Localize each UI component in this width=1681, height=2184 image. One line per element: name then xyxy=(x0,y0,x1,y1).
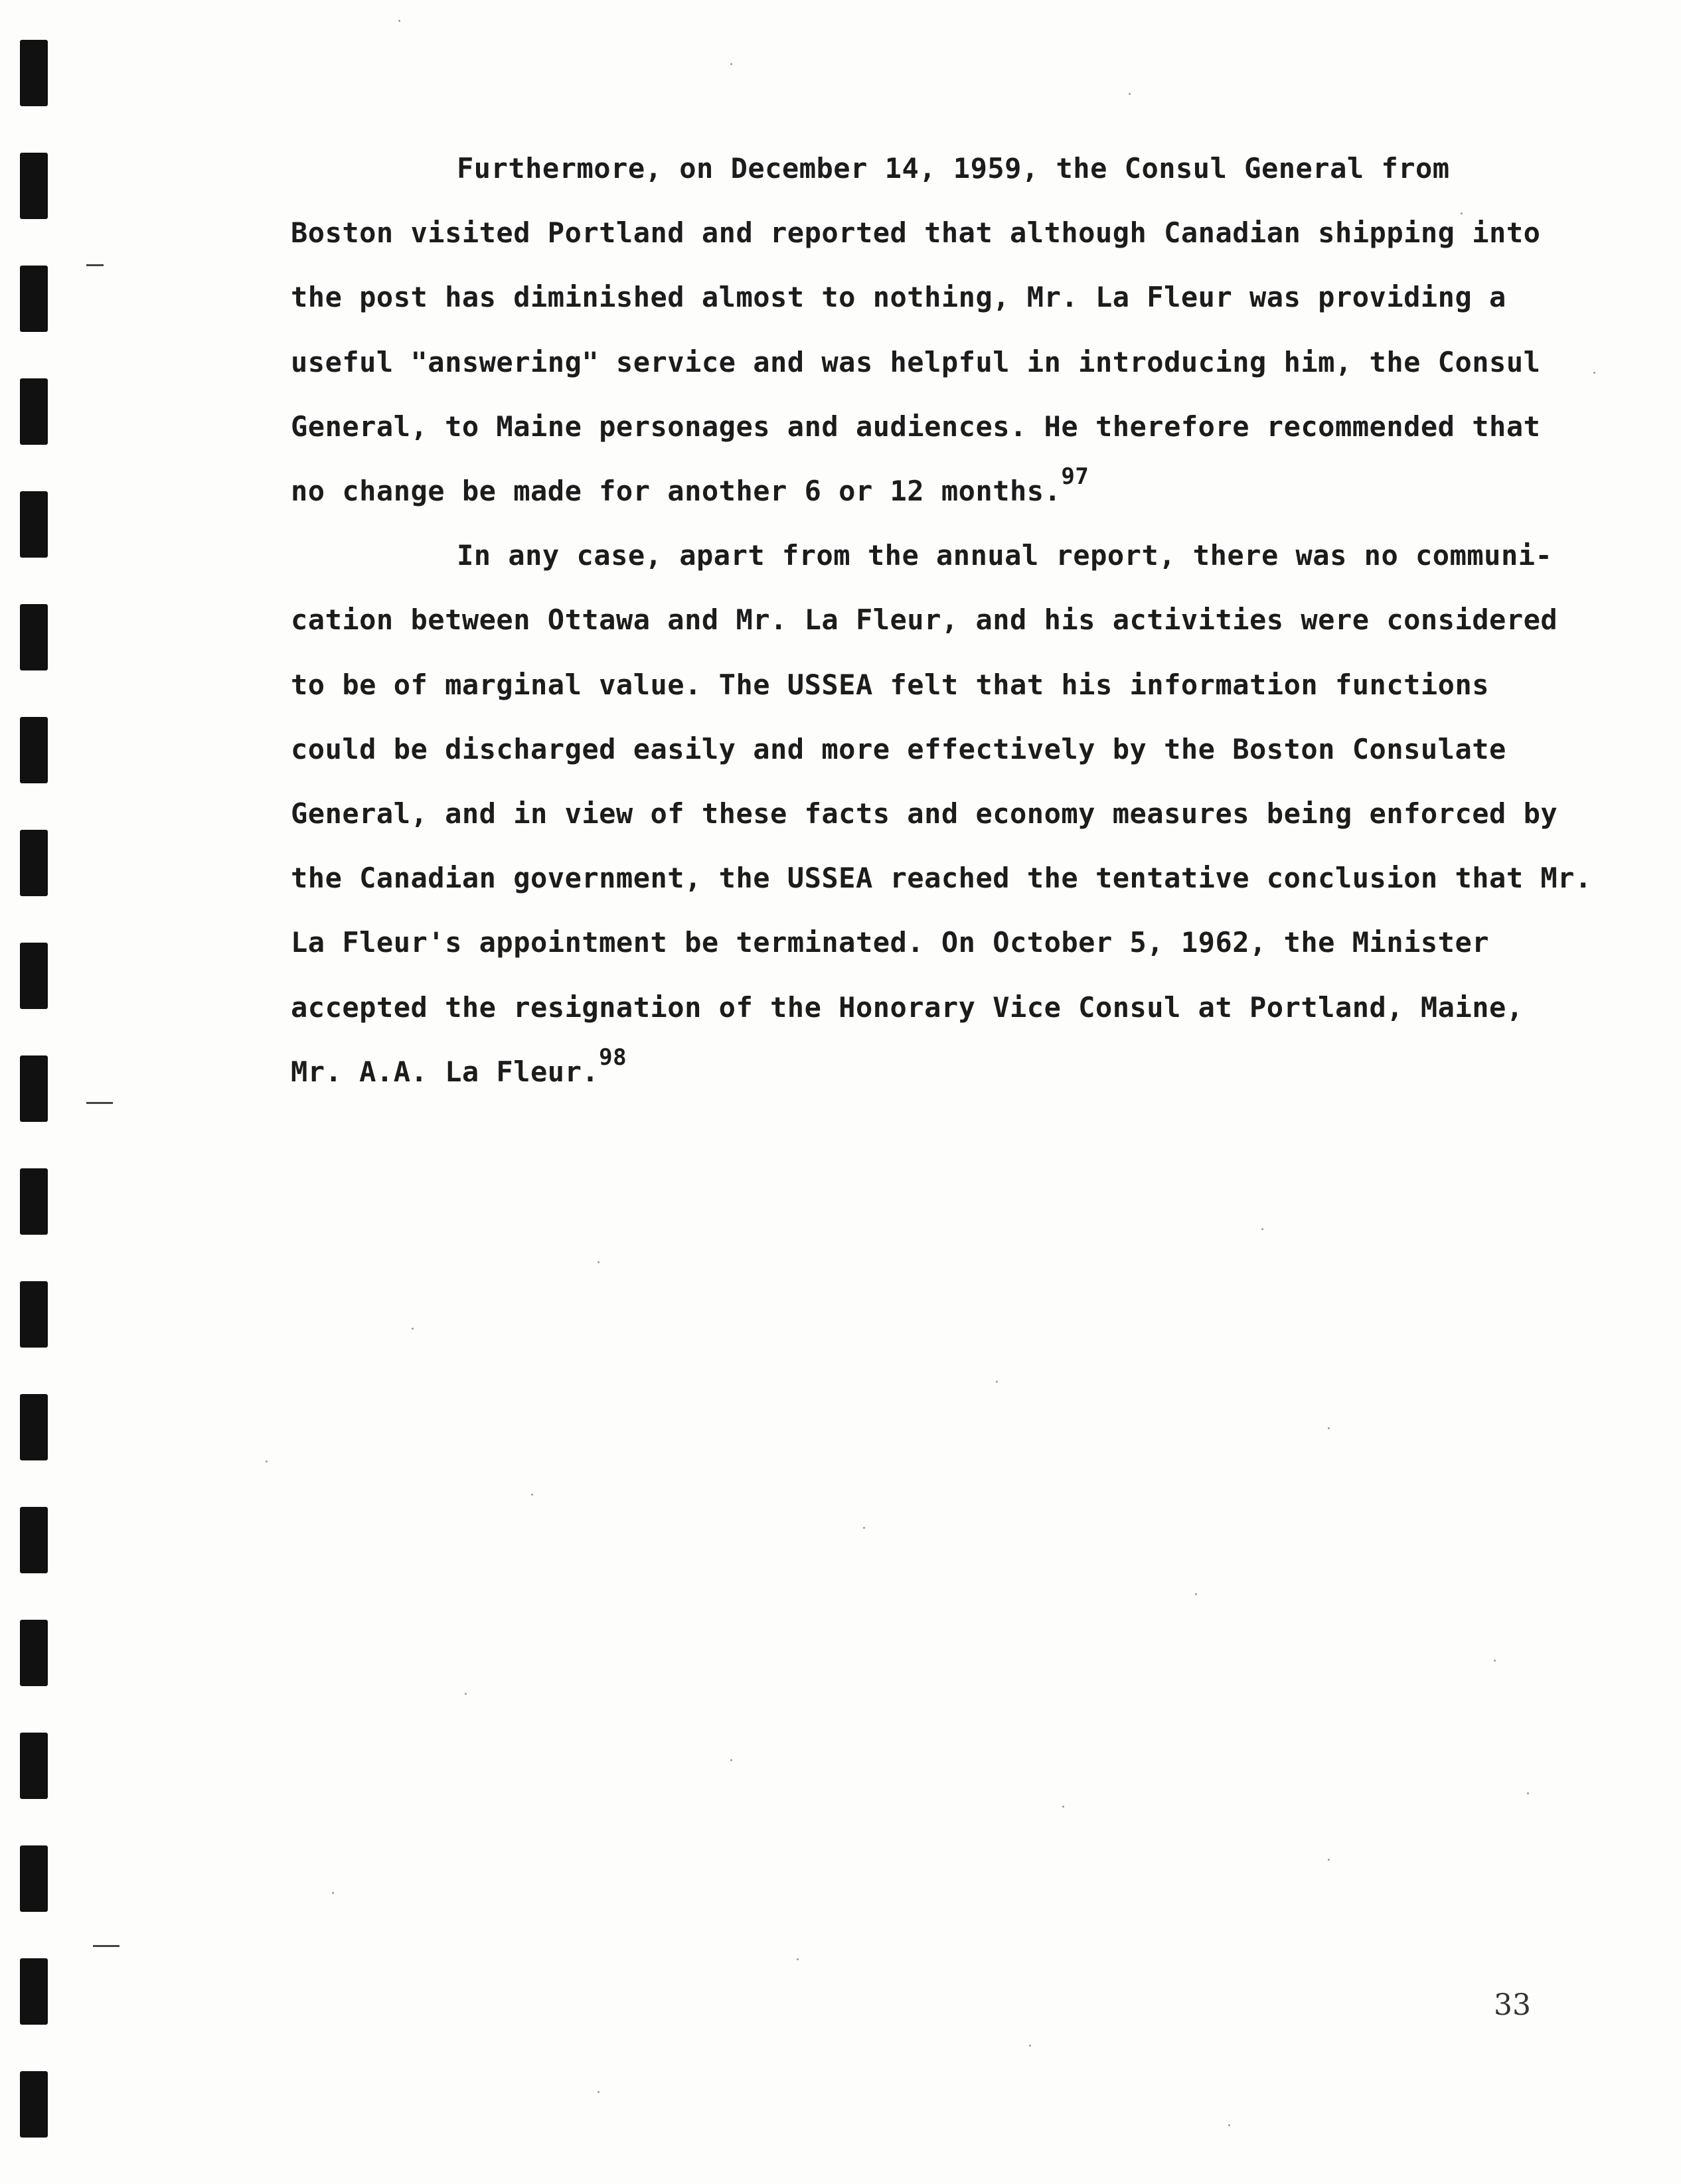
binding-mark xyxy=(20,378,48,445)
text-line: In any case, apart from the annual report, there was no communi- xyxy=(457,539,1553,572)
binding-mark xyxy=(20,1507,48,1573)
footnote-marker: 97 xyxy=(1061,463,1089,491)
binding-mark xyxy=(20,266,48,332)
text-line: cation between Ottawa and Mr. La Fleur, and his activities were considered xyxy=(291,603,1558,637)
scan-speck xyxy=(398,20,400,22)
text-line: General, to Maine personages and audiences. He therefore recommended that xyxy=(291,410,1541,443)
binding-mark xyxy=(20,1168,48,1235)
scan-speck xyxy=(465,1693,467,1695)
binding-mark xyxy=(20,1281,48,1348)
binding-mark xyxy=(20,1733,48,1799)
paragraph-1 xyxy=(291,136,1552,523)
scan-speck xyxy=(1527,1792,1529,1794)
binding-mark xyxy=(20,943,48,1009)
binding-mark xyxy=(20,1055,48,1122)
binding-mark xyxy=(20,830,48,896)
scan-speck xyxy=(996,1381,998,1383)
margin-dash xyxy=(86,1102,113,1104)
scan-speck xyxy=(598,1261,600,1263)
text-line: the post has diminished almost to nothing, Mr. La Fleur was providing a xyxy=(291,281,1506,314)
text-line: to be of marginal value. The USSEA felt that his information functions xyxy=(291,668,1490,701)
scan-speck xyxy=(412,1328,414,1330)
scan-speck xyxy=(1328,1427,1330,1429)
body-text xyxy=(291,136,1592,1104)
binding-mark xyxy=(20,153,48,219)
scan-speck xyxy=(730,1759,732,1761)
binding-mark xyxy=(20,717,48,783)
binding-mark xyxy=(20,604,48,670)
text-line: accepted the resignation of the Honorary Vice Consul at Portland, Maine, xyxy=(291,990,1524,1024)
scan-speck xyxy=(730,63,732,65)
scan-speck xyxy=(797,1958,799,1960)
text-line-with-footnote xyxy=(291,459,1552,523)
binding-mark xyxy=(20,1958,48,2025)
margin-dash xyxy=(86,264,104,266)
text-line: General, and in view of these facts and economy measures being enforced by xyxy=(291,797,1558,830)
scan-speck xyxy=(531,1494,533,1496)
scan-speck xyxy=(1029,2045,1031,2047)
binding-mark xyxy=(20,2071,48,2138)
scan-speck xyxy=(1261,1228,1263,1230)
margin-dash xyxy=(93,1945,120,1947)
binding-mark xyxy=(20,1845,48,1912)
binding-mark xyxy=(20,491,48,558)
scan-speck xyxy=(1129,93,1131,95)
binding-mark xyxy=(20,40,48,106)
text-line: La Fleur's appointment be terminated. On October 5, 1962, the Minister xyxy=(291,926,1490,959)
scan-speck xyxy=(598,2091,600,2093)
text-line: Furthermore, on December 14, 1959, the Consul General from xyxy=(457,152,1450,185)
scan-speck xyxy=(1228,2124,1230,2126)
scan-speck xyxy=(1195,1593,1197,1595)
text-line: could be discharged easily and more effectively by the Boston Consulate xyxy=(291,732,1506,765)
scan-speck xyxy=(1593,372,1595,374)
text-line-with-footnote xyxy=(291,1040,1552,1104)
binding-mark xyxy=(20,1620,48,1686)
page-number: 33 xyxy=(1494,1988,1531,2022)
scan-speck xyxy=(266,1460,268,1462)
scan-speck xyxy=(1062,1806,1064,1808)
text-line: no change be made for another 6 or 12 months. xyxy=(291,475,1062,508)
paragraph-2 xyxy=(291,523,1592,1104)
binding-marks xyxy=(20,40,50,2164)
scan-speck xyxy=(1461,212,1463,214)
text-line: the Canadian government, the USSEA reached the tentative conclusion that Mr. xyxy=(291,862,1592,895)
text-line: Boston visited Portland and reported that although Canadian shipping into xyxy=(291,216,1541,250)
text-line: Mr. A.A. La Fleur. xyxy=(291,1055,600,1088)
footnote-marker: 98 xyxy=(599,1044,627,1071)
scan-speck xyxy=(1328,1859,1330,1861)
scan-speck xyxy=(863,1527,865,1529)
scan-speck xyxy=(332,1892,334,1894)
binding-mark xyxy=(20,1394,48,1460)
text-line: useful "answering" service and was helpful in introducing him, the Consul xyxy=(291,345,1541,378)
scan-speck xyxy=(1494,1660,1496,1662)
